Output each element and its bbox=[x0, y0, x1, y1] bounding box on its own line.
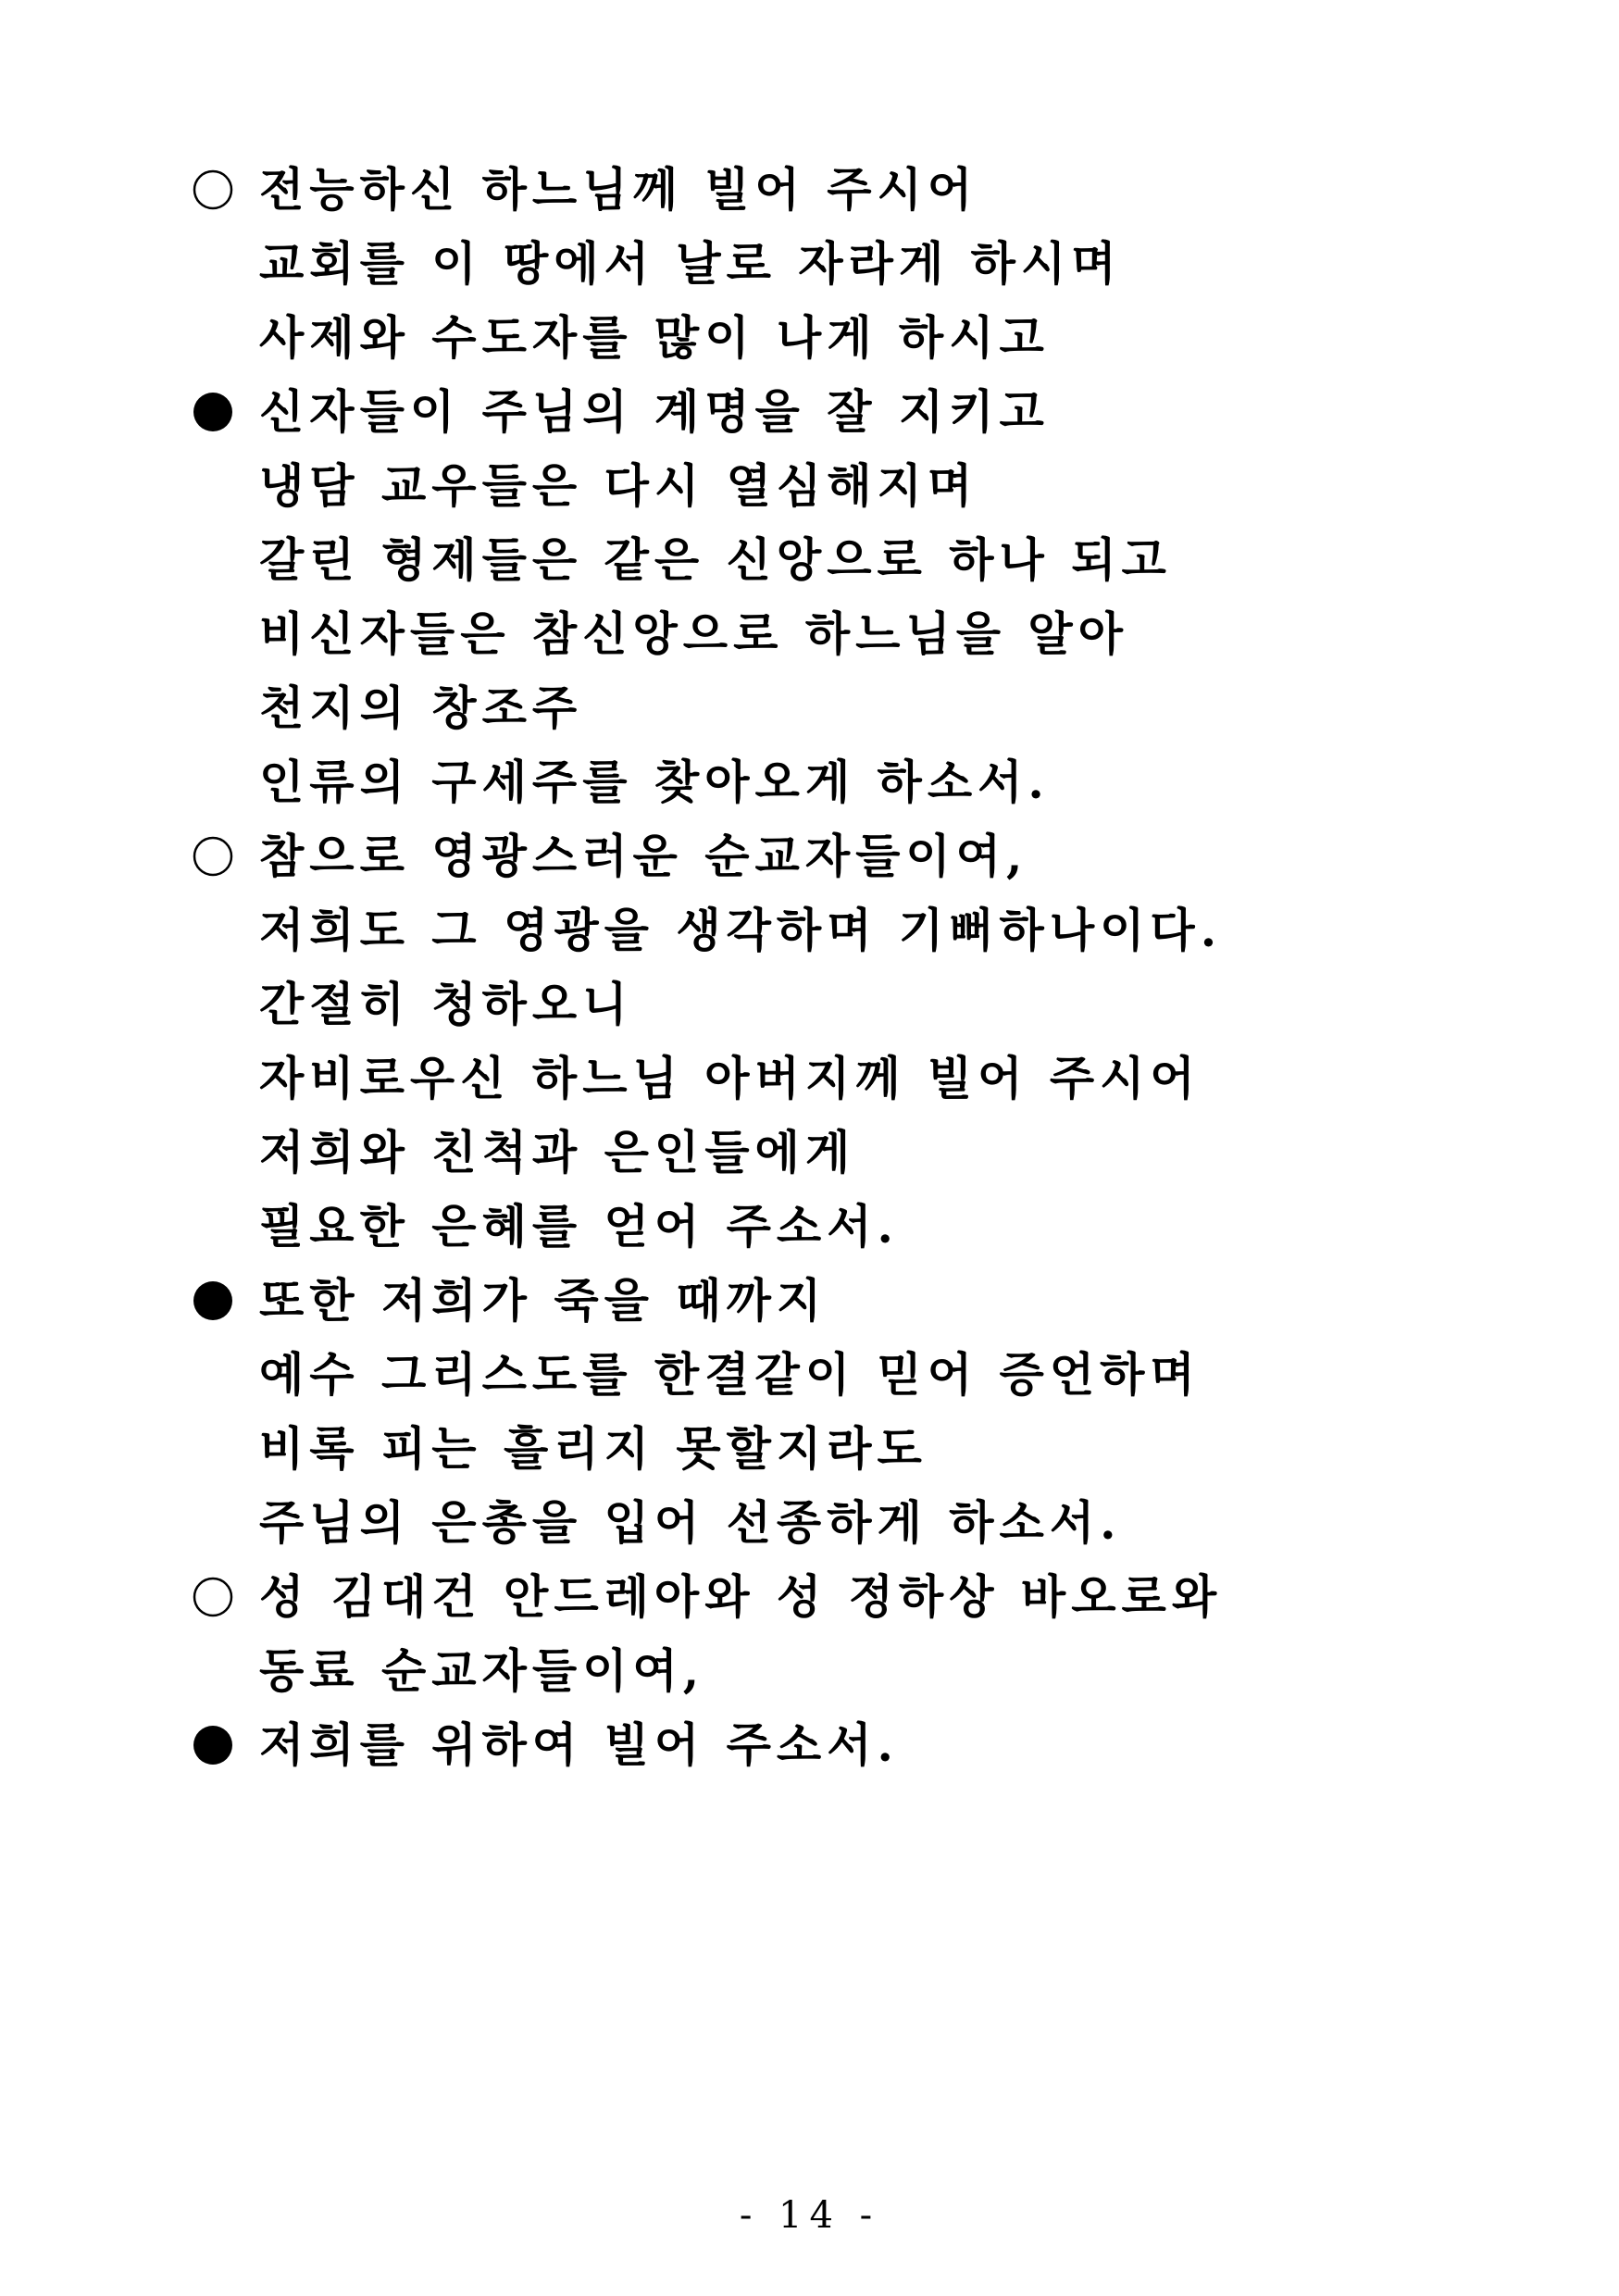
verse-lines bbox=[259, 375, 1486, 819]
filled-circle-icon bbox=[190, 1264, 259, 1338]
verse-lines bbox=[259, 819, 1486, 1264]
open-circle-icon bbox=[190, 819, 259, 893]
verse-lines bbox=[259, 1560, 1486, 1708]
prayer-line: 천지의 창조주 bbox=[259, 680, 583, 735]
verse bbox=[190, 375, 1486, 819]
prayer-line: 동료 순교자들이여, bbox=[259, 1643, 705, 1698]
prayer-line: 필요한 은혜를 얻어 주소서. bbox=[259, 1199, 899, 1254]
filled-circle-icon bbox=[190, 375, 259, 449]
prayer-line: 갈린 형제들은 같은 신앙으로 하나 되고 bbox=[259, 532, 1172, 587]
prayer-line: 간절히 청하오니 bbox=[259, 977, 633, 1031]
prayer-line: 전능하신 하느님께 빌어 주시어 bbox=[259, 162, 978, 217]
prayer-text bbox=[190, 153, 1486, 1782]
prayer-line: 참으로 영광스러운 순교자들이여, bbox=[259, 829, 1028, 883]
prayer-line: 비신자들은 참신앙으로 하느님을 알아 bbox=[259, 606, 1129, 661]
prayer-line: 자비로우신 하느님 아버지께 빌어 주시어 bbox=[259, 1051, 1201, 1105]
prayer-line: 성 김대건 안드레아와 성 정하상 바오로와 bbox=[259, 1569, 1223, 1624]
prayer-line: 저희를 위하여 빌어 주소서. bbox=[259, 1717, 899, 1772]
verse-lines bbox=[259, 153, 1486, 375]
prayer-line: 사제와 수도자를 많이 나게 하시고 bbox=[259, 310, 1050, 365]
verse bbox=[190, 153, 1486, 375]
prayer-line: 냉담 교우들은 다시 열심해지며 bbox=[259, 458, 978, 513]
prayer-line: 예수 그리스도를 한결같이 믿어 증언하며 bbox=[259, 1347, 1201, 1402]
open-circle-icon bbox=[190, 153, 259, 227]
open-circle-icon bbox=[190, 1560, 259, 1634]
verse-lines bbox=[259, 1708, 1486, 1782]
verse-lines bbox=[259, 1264, 1486, 1560]
prayer-line: 저희도 그 영광을 생각하며 기뻐하나이다. bbox=[259, 903, 1223, 957]
page-number: - 14 - bbox=[739, 2194, 880, 2237]
prayer-line: 저희와 친척과 은인들에게 bbox=[259, 1125, 856, 1179]
verse bbox=[190, 1708, 1486, 1782]
prayer-line: 교회를 이 땅에서 날로 자라게 하시며 bbox=[259, 236, 1122, 291]
verse bbox=[190, 819, 1486, 1264]
prayer-line: 주님의 은총을 입어 선종하게 하소서. bbox=[259, 1495, 1122, 1550]
prayer-line: 신자들이 주님의 계명을 잘 지키고 bbox=[259, 384, 1050, 439]
prayer-line: 비록 피는 흘리지 못할지라도 bbox=[259, 1421, 928, 1476]
verse bbox=[190, 1560, 1486, 1708]
prayer-line: 또한 저희가 죽을 때까지 bbox=[259, 1273, 828, 1328]
prayer-line: 인류의 구세주를 찾아오게 하소서. bbox=[259, 755, 1050, 809]
filled-circle-icon bbox=[190, 1708, 259, 1782]
verse bbox=[190, 1264, 1486, 1560]
